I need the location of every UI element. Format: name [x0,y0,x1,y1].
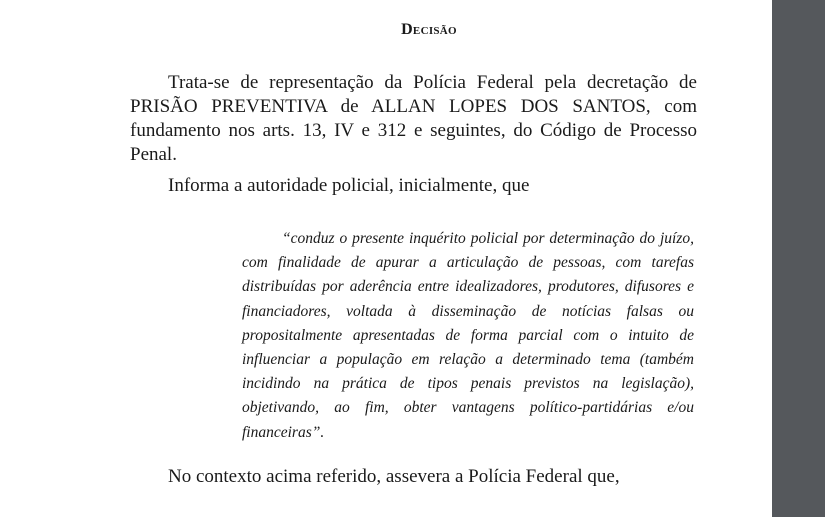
block-quote: “conduz o presente inquérito policial por determinação do juízo, com finalidade de apurar a articulação de pessoas, com tarefas distribuídas por aderência entre idealizadores, produtores, difusores e financiadores, voltada à disseminação de notícias falsas ou propositalmente apresentadas de forma parcial com o intuito de influenciar a população em relação a determinado tema (também incidindo na prática de tipos penais previstos na legislação), objetivando, ao fim, obter vantagens político-partidárias e/ou financeiras”. [242,230,694,441]
paragraph-representation: Trata-se de representação da Polícia Federal pela decretação de PRISÃO PREVENTIVA de ALLAN LOPES DOS SANTOS, com fundamento nos arts. 13, IV e 312 e seguintes, do Código de Processo Penal. [130,72,697,165]
paragraph-context: No contexto acima referido, assevera a Polícia Federal que, [168,466,620,487]
document-heading: Decisão [401,21,457,38]
paragraph-authority-informs: Informa a autoridade policial, inicialmente, que [168,175,530,196]
viewer-background [772,0,825,517]
